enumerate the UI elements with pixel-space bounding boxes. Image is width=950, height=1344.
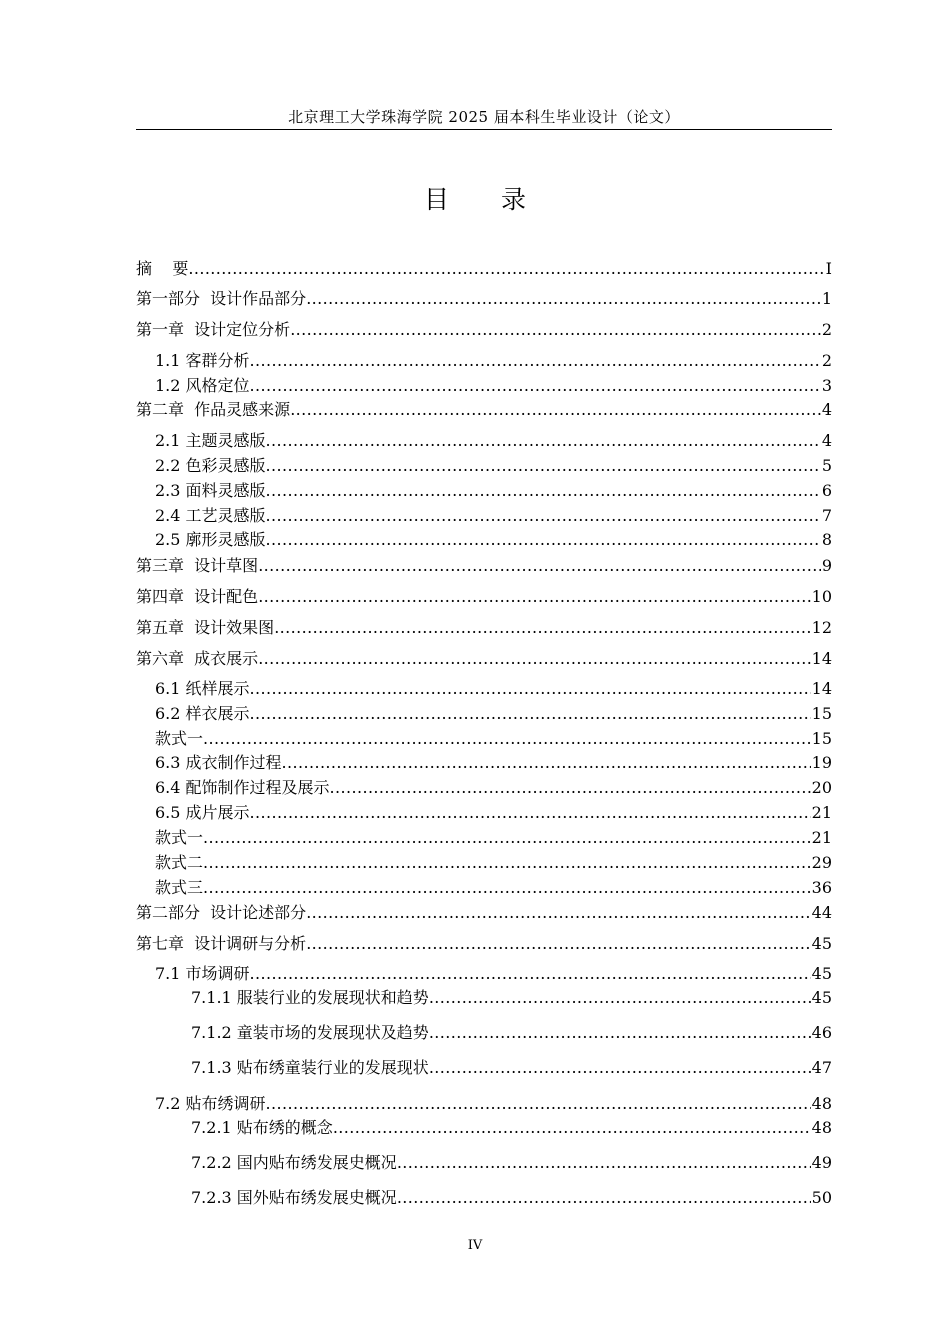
toc-entry-label: 2.1 主题灵感版 [155,431,266,450]
toc-entry-page: 9 [821,556,832,575]
toc-entry-page: 19 [811,753,832,772]
toc-entry[interactable] [136,396,832,420]
toc-dot-leader [306,934,810,954]
toc-entry[interactable] [136,316,832,340]
toc-entry-label: 7.2.1 贴布绣的概念 [191,1118,333,1137]
toc-entry-page: 4 [821,400,832,419]
toc-entry-page: 15 [811,729,832,748]
toc-entry[interactable] [136,824,832,848]
running-header: 北京理工大学珠海学院 2025 届本科生毕业设计（论文） [288,108,680,126]
toc-dot-leader [250,351,821,371]
toc-entry-label: 7.1 市场调研 [155,964,250,983]
toc-entry[interactable] [136,984,832,1008]
toc-dot-leader [266,431,821,451]
toc-entry-label: 1.1 客群分析 [155,351,250,370]
toc-dot-leader [429,1023,811,1043]
toc-dot-leader [250,964,811,984]
toc-entry-label: 款式一 [155,729,204,748]
toc-dot-leader [250,679,811,699]
toc-entry-page: 12 [811,618,832,637]
toc-dot-leader [203,729,811,749]
toc-entry-page: 36 [811,878,832,897]
toc-entry-label: 6.5 成片展示 [155,803,250,822]
toc-entry[interactable] [136,583,832,607]
toc-entry[interactable] [136,899,832,923]
toc-entry-label: 7.2.3 国外贴布绣发展史概况 [191,1188,397,1207]
toc-dot-leader [266,1094,811,1114]
toc-entry[interactable] [136,675,832,699]
toc-entry-page: 45 [811,988,832,1007]
toc-entry-label: 第三章 设计草图 [136,556,259,575]
toc-entry-label: 第六章 成衣展示 [136,649,259,668]
toc-entry-page: 6 [821,481,832,500]
toc-entry[interactable] [136,700,832,724]
toc-entry[interactable] [136,255,832,279]
toc-entry-label: 第五章 设计效果图 [136,618,275,637]
toc-entry-label: 第二章 作品灵感来源 [136,400,291,419]
toc-entry[interactable] [136,502,832,526]
toc-entry[interactable] [136,799,832,823]
toc-dot-leader [306,289,821,309]
toc-dot-leader [203,878,811,898]
toc-entry-page: 20 [811,778,832,797]
toc-entry[interactable] [136,285,832,309]
toc-dot-leader [258,587,810,607]
toc-entry-page: 45 [811,934,832,953]
toc-entry-page: 10 [811,587,832,606]
toc-entry-label: 第四章 设计配色 [136,587,259,606]
toc-entry-label: 6.2 样衣展示 [155,704,250,723]
toc-dot-leader [250,704,811,724]
toc-entry-page: 2 [821,351,832,370]
toc-entry[interactable] [136,1090,832,1114]
toc-entry-page: 5 [821,456,832,475]
toc-entry-page: 48 [811,1118,832,1137]
page-number: IV [467,1238,483,1253]
toc-entry[interactable] [136,372,832,396]
toc-entry-label: 6.1 纸样展示 [155,679,250,698]
toc-dot-leader [266,530,821,550]
toc-entry-page: 1 [821,289,832,308]
toc-dot-leader [250,803,811,823]
toc-entry-label: 2.3 面料灵感版 [155,481,266,500]
toc-entry[interactable] [136,477,832,501]
toc-entry[interactable] [136,552,832,576]
toc-dot-leader [203,828,811,848]
toc-entry-page: 50 [811,1188,832,1207]
toc-entry-page: 21 [811,803,832,822]
toc-dot-leader [266,481,821,501]
toc-entry[interactable] [136,645,832,669]
toc-entry-page: I [825,259,832,278]
toc-dot-leader [258,556,821,576]
toc-dot-leader [397,1188,811,1208]
toc-dot-leader [250,376,821,396]
toc-entry-page: 47 [811,1058,832,1077]
toc-dot-leader [429,988,811,1008]
toc-entry-label: 第七章 设计调研与分析 [136,934,307,953]
toc-dot-leader [306,903,810,923]
toc-entry-page: 48 [811,1094,832,1113]
toc-entry-page: 15 [811,704,832,723]
toc-entry-page: 29 [811,853,832,872]
toc-entry[interactable] [136,725,832,749]
toc-dot-leader [429,1058,811,1078]
toc-entry-page: 3 [821,376,832,395]
toc-entry-label: 7.2 贴布绣调研 [155,1094,266,1113]
toc-entry[interactable] [136,347,832,371]
toc-entry-page: 7 [821,506,832,525]
toc-entry[interactable] [136,930,832,954]
toc-entry-page: 21 [811,828,832,847]
toc-entry-label: 7.1.1 服装行业的发展现状和趋势 [191,988,429,1007]
toc-entry-label: 第二部分 设计论述部分 [136,903,307,922]
toc-dot-leader [266,506,821,526]
toc-entry-label: 第一章 设计定位分析 [136,320,291,339]
toc-entry[interactable] [136,749,832,773]
toc-entry-label: 7.1.3 贴布绣童装行业的发展现状 [191,1058,429,1077]
toc-entry-label: 6.4 配饰制作过程及展示 [155,778,330,797]
toc-entry[interactable] [136,427,832,451]
toc-entry-page: 49 [811,1153,832,1172]
toc-entry-page: 4 [821,431,832,450]
toc-entry[interactable] [136,960,832,984]
toc-dot-leader [188,259,824,279]
toc-entry[interactable] [136,1054,832,1078]
toc-entry[interactable] [136,452,832,476]
toc-dot-leader [290,320,821,340]
toc-title: 目 录 [424,185,548,214]
toc-entry-label: 2.4 工艺灵感版 [155,506,266,525]
toc-entry[interactable] [136,614,832,638]
toc-dot-leader [290,400,821,420]
toc-entry[interactable] [136,1019,832,1043]
toc-entry-page: 2 [821,320,832,339]
toc-dot-leader [397,1153,811,1173]
toc-entry-label: 款式二 [155,853,204,872]
toc-entry-page: 44 [811,903,832,922]
toc-entry-label: 2.5 廓形灵感版 [155,530,266,549]
toc-dot-leader [330,778,811,798]
toc-entry[interactable] [136,1149,832,1173]
toc-entry[interactable] [136,874,832,898]
toc-entry-page: 46 [811,1023,832,1042]
toc-entry[interactable] [136,774,832,798]
toc-entry-page: 14 [811,649,832,668]
toc-entry[interactable] [136,849,832,873]
header-rule [136,129,832,130]
toc-dot-leader [282,753,811,773]
toc-entry-label: 1.2 风格定位 [155,376,250,395]
toc-entry-page: 45 [811,964,832,983]
toc-dot-leader [266,456,821,476]
toc-dot-leader [274,618,810,638]
toc-entry[interactable] [136,1114,832,1138]
toc-entry-label: 7.2.2 国内贴布绣发展史概况 [191,1153,397,1172]
toc-entry-label: 6.3 成衣制作过程 [155,753,282,772]
toc-entry-page: 14 [811,679,832,698]
toc-entry-label: 款式一 [155,828,204,847]
toc-entry[interactable] [136,1184,832,1208]
toc-dot-leader [203,853,811,873]
toc-entry-label: 第一部分 设计作品部分 [136,289,307,308]
toc-entry-label: 摘 要 [136,259,189,278]
toc-entry-label: 7.1.2 童装市场的发展现状及趋势 [191,1023,429,1042]
toc-dot-leader [333,1118,811,1138]
toc-entry-page: 8 [821,530,832,549]
toc-entry-label: 2.2 色彩灵感版 [155,456,266,475]
toc-entry-label: 款式三 [155,878,204,897]
toc-entry[interactable] [136,526,832,550]
toc-dot-leader [258,649,810,669]
